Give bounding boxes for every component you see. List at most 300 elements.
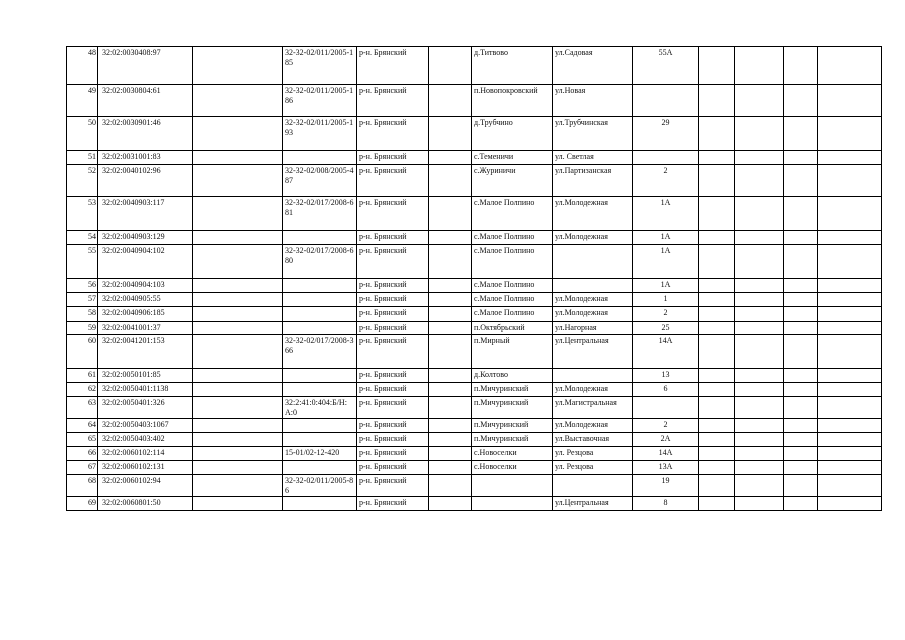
empty-cell bbox=[429, 165, 472, 197]
empty-cell bbox=[429, 322, 472, 335]
row-number-cell: 59 bbox=[67, 322, 98, 335]
street-cell bbox=[553, 245, 633, 279]
empty-cell bbox=[429, 497, 472, 511]
locality-cell: с.Малое Полпино bbox=[472, 279, 553, 293]
empty-cell bbox=[818, 85, 882, 117]
table-body bbox=[67, 47, 882, 511]
cadastral-number-cell: 32:02:0040906:185 bbox=[98, 307, 193, 322]
empty-cell bbox=[193, 117, 283, 151]
empty-cell bbox=[193, 279, 283, 293]
empty-cell bbox=[818, 335, 882, 369]
cadastral-number-cell: 32:02:0031001:83 bbox=[98, 151, 193, 165]
registration-number-cell bbox=[283, 279, 357, 293]
empty-cell bbox=[735, 47, 784, 85]
district-cell: р-н. Брянский bbox=[357, 475, 429, 497]
locality-cell: п.Октябрьский bbox=[472, 322, 553, 335]
cadastral-number-cell: 32:02:0040905:55 bbox=[98, 293, 193, 307]
empty-cell bbox=[699, 85, 735, 117]
table-row bbox=[67, 335, 882, 369]
empty-cell bbox=[193, 85, 283, 117]
empty-cell bbox=[818, 419, 882, 433]
empty-cell bbox=[193, 165, 283, 197]
empty-cell bbox=[784, 197, 818, 231]
empty-cell bbox=[818, 397, 882, 419]
empty-cell bbox=[784, 245, 818, 279]
registration-number-cell bbox=[283, 461, 357, 475]
table-row bbox=[67, 231, 882, 245]
empty-cell bbox=[429, 335, 472, 369]
empty-cell bbox=[735, 165, 784, 197]
street-cell: ул.Магистральная bbox=[553, 397, 633, 419]
street-cell: ул.Садовая bbox=[553, 47, 633, 85]
empty-cell bbox=[735, 307, 784, 322]
empty-cell bbox=[818, 497, 882, 511]
empty-cell bbox=[429, 85, 472, 117]
district-cell: р-н. Брянский bbox=[357, 397, 429, 419]
row-number-cell: 69 bbox=[67, 497, 98, 511]
empty-cell bbox=[699, 279, 735, 293]
row-number-cell: 53 bbox=[67, 197, 98, 231]
registration-number-cell bbox=[283, 369, 357, 383]
empty-cell bbox=[818, 293, 882, 307]
locality-cell: с.Малое Полпино bbox=[472, 231, 553, 245]
empty-cell bbox=[818, 369, 882, 383]
street-cell: ул. Светлая bbox=[553, 151, 633, 165]
cadastral-number-cell: 32:02:0050101:85 bbox=[98, 369, 193, 383]
house-number-cell: 1А bbox=[633, 197, 699, 231]
registration-number-cell bbox=[283, 231, 357, 245]
street-cell: ул.Молодежная bbox=[553, 197, 633, 231]
house-number-cell: 6 bbox=[633, 383, 699, 397]
empty-cell bbox=[699, 335, 735, 369]
row-number-cell: 52 bbox=[67, 165, 98, 197]
locality-cell: с.Теменичи bbox=[472, 151, 553, 165]
empty-cell bbox=[429, 461, 472, 475]
house-number-cell: 29 bbox=[633, 117, 699, 151]
empty-cell bbox=[818, 117, 882, 151]
empty-cell bbox=[699, 383, 735, 397]
district-cell: р-н. Брянский bbox=[357, 369, 429, 383]
empty-cell bbox=[818, 165, 882, 197]
house-number-cell: 8 bbox=[633, 497, 699, 511]
locality-cell: п.Новопокровский bbox=[472, 85, 553, 117]
table-row bbox=[67, 383, 882, 397]
row-number-cell: 49 bbox=[67, 85, 98, 117]
empty-cell bbox=[735, 322, 784, 335]
empty-cell bbox=[818, 197, 882, 231]
street-cell: ул.Выставочная bbox=[553, 433, 633, 447]
empty-cell bbox=[735, 335, 784, 369]
locality-cell: п.Мичуринский bbox=[472, 383, 553, 397]
empty-cell bbox=[818, 475, 882, 497]
empty-cell bbox=[193, 433, 283, 447]
registration-number-cell: 32-32-02/008/2005-487 bbox=[283, 165, 357, 197]
row-number-cell: 57 bbox=[67, 293, 98, 307]
registration-number-cell: 32-32-02/011/2005-185 bbox=[283, 47, 357, 85]
district-cell: р-н. Брянский bbox=[357, 433, 429, 447]
house-number-cell: 2А bbox=[633, 433, 699, 447]
empty-cell bbox=[784, 461, 818, 475]
registration-number-cell: 32-32-02/011/2005-193 bbox=[283, 117, 357, 151]
street-cell bbox=[553, 369, 633, 383]
registration-number-cell: 32-32-02/017/2008-681 bbox=[283, 197, 357, 231]
street-cell: ул.Новая bbox=[553, 85, 633, 117]
empty-cell bbox=[818, 47, 882, 85]
house-number-cell: 13А bbox=[633, 461, 699, 475]
locality-cell: п.Мичуринский bbox=[472, 433, 553, 447]
empty-cell bbox=[699, 151, 735, 165]
empty-cell bbox=[429, 231, 472, 245]
cadastral-number-cell: 32:02:0040904:102 bbox=[98, 245, 193, 279]
empty-cell bbox=[699, 197, 735, 231]
empty-cell bbox=[699, 433, 735, 447]
registration-number-cell bbox=[283, 322, 357, 335]
empty-cell bbox=[193, 419, 283, 433]
locality-cell: с.Малое Полпино bbox=[472, 307, 553, 322]
empty-cell bbox=[784, 475, 818, 497]
house-number-cell: 2 bbox=[633, 419, 699, 433]
row-number-cell: 56 bbox=[67, 279, 98, 293]
empty-cell bbox=[429, 117, 472, 151]
district-cell: р-н. Брянский bbox=[357, 322, 429, 335]
cadastral-number-cell: 32:02:0041001:37 bbox=[98, 322, 193, 335]
table-row bbox=[67, 151, 882, 165]
row-number-cell: 48 bbox=[67, 47, 98, 85]
empty-cell bbox=[699, 165, 735, 197]
locality-cell: с.Малое Полпино bbox=[472, 293, 553, 307]
locality-cell: с.Малое Полпино bbox=[472, 245, 553, 279]
cadastral-number-cell: 32:02:0030901:46 bbox=[98, 117, 193, 151]
empty-cell bbox=[193, 475, 283, 497]
empty-cell bbox=[699, 322, 735, 335]
cadastral-number-cell: 32:02:0030804:61 bbox=[98, 85, 193, 117]
district-cell: р-н. Брянский bbox=[357, 279, 429, 293]
registration-number-cell bbox=[283, 293, 357, 307]
district-cell: р-н. Брянский bbox=[357, 383, 429, 397]
empty-cell bbox=[699, 293, 735, 307]
empty-cell bbox=[699, 461, 735, 475]
empty-cell bbox=[735, 419, 784, 433]
empty-cell bbox=[193, 47, 283, 85]
registration-number-cell: 32-32-02/011/2005-186 bbox=[283, 85, 357, 117]
cadastral-number-cell: 32:02:0060102:94 bbox=[98, 475, 193, 497]
empty-cell bbox=[193, 151, 283, 165]
empty-cell bbox=[818, 231, 882, 245]
empty-cell bbox=[784, 383, 818, 397]
table-row bbox=[67, 419, 882, 433]
empty-cell bbox=[735, 369, 784, 383]
district-cell: р-н. Брянский bbox=[357, 447, 429, 461]
empty-cell bbox=[193, 335, 283, 369]
empty-cell bbox=[784, 322, 818, 335]
row-number-cell: 63 bbox=[67, 397, 98, 419]
street-cell: ул.Молодежная bbox=[553, 293, 633, 307]
row-number-cell: 64 bbox=[67, 419, 98, 433]
row-number-cell: 55 bbox=[67, 245, 98, 279]
empty-cell bbox=[818, 307, 882, 322]
empty-cell bbox=[193, 197, 283, 231]
empty-cell bbox=[193, 245, 283, 279]
empty-cell bbox=[818, 383, 882, 397]
empty-cell bbox=[193, 447, 283, 461]
empty-cell bbox=[784, 433, 818, 447]
registration-number-cell: 32-32-02/011/2005-86 bbox=[283, 475, 357, 497]
cadastral-number-cell: 32:02:0050403:1067 bbox=[98, 419, 193, 433]
empty-cell bbox=[735, 151, 784, 165]
empty-cell bbox=[735, 231, 784, 245]
table-row bbox=[67, 307, 882, 322]
cadastral-number-cell: 32:02:0060102:114 bbox=[98, 447, 193, 461]
street-cell: ул.Нагорная bbox=[553, 322, 633, 335]
empty-cell bbox=[699, 447, 735, 461]
row-number-cell: 65 bbox=[67, 433, 98, 447]
cadastral-number-cell: 32:02:0050401:1138 bbox=[98, 383, 193, 397]
locality-cell: с.Журиничи bbox=[472, 165, 553, 197]
street-cell: ул. Резцова bbox=[553, 461, 633, 475]
house-number-cell: 2 bbox=[633, 307, 699, 322]
street-cell: ул.Молодежная bbox=[553, 419, 633, 433]
cadastral-number-cell: 32:02:0050403:402 bbox=[98, 433, 193, 447]
empty-cell bbox=[818, 461, 882, 475]
empty-cell bbox=[735, 497, 784, 511]
house-number-cell: 14А bbox=[633, 335, 699, 369]
table-row bbox=[67, 165, 882, 197]
cadastral-number-cell: 32:02:0030408:97 bbox=[98, 47, 193, 85]
street-cell: ул.Центральная bbox=[553, 497, 633, 511]
registration-number-cell: 32:2:41:0:404:Б/Н:А:0 bbox=[283, 397, 357, 419]
house-number-cell bbox=[633, 397, 699, 419]
locality-cell: д.Титвово bbox=[472, 47, 553, 85]
empty-cell bbox=[193, 293, 283, 307]
empty-cell bbox=[818, 322, 882, 335]
empty-cell bbox=[735, 461, 784, 475]
street-cell: ул.Молодежная bbox=[553, 383, 633, 397]
district-cell: р-н. Брянский bbox=[357, 419, 429, 433]
empty-cell bbox=[735, 117, 784, 151]
empty-cell bbox=[429, 433, 472, 447]
locality-cell: с.Новоселки bbox=[472, 447, 553, 461]
empty-cell bbox=[818, 447, 882, 461]
street-cell: ул. Резцова bbox=[553, 447, 633, 461]
district-cell: р-н. Брянский bbox=[357, 85, 429, 117]
district-cell: р-н. Брянский bbox=[357, 461, 429, 475]
cadastral-number-cell: 32:02:0040102:96 bbox=[98, 165, 193, 197]
locality-cell bbox=[472, 475, 553, 497]
cadastral-number-cell: 32:02:0060801:50 bbox=[98, 497, 193, 511]
empty-cell bbox=[699, 231, 735, 245]
table-row bbox=[67, 197, 882, 231]
table-row bbox=[67, 447, 882, 461]
empty-cell bbox=[735, 85, 784, 117]
cadastral-number-cell: 32:02:0040903:117 bbox=[98, 197, 193, 231]
cadastral-number-cell: 32:02:0041201:153 bbox=[98, 335, 193, 369]
district-cell: р-н. Брянский bbox=[357, 117, 429, 151]
district-cell: р-н. Брянский bbox=[357, 165, 429, 197]
house-number-cell: 55А bbox=[633, 47, 699, 85]
table-row bbox=[67, 475, 882, 497]
empty-cell bbox=[699, 419, 735, 433]
empty-cell bbox=[429, 447, 472, 461]
empty-cell bbox=[193, 383, 283, 397]
empty-cell bbox=[193, 397, 283, 419]
cadastral-number-cell: 32:02:0050401:326 bbox=[98, 397, 193, 419]
empty-cell bbox=[735, 447, 784, 461]
empty-cell bbox=[784, 165, 818, 197]
empty-cell bbox=[784, 369, 818, 383]
district-cell: р-н. Брянский bbox=[357, 335, 429, 369]
row-number-cell: 51 bbox=[67, 151, 98, 165]
row-number-cell: 67 bbox=[67, 461, 98, 475]
empty-cell bbox=[429, 47, 472, 85]
empty-cell bbox=[784, 419, 818, 433]
locality-cell: д.Колтово bbox=[472, 369, 553, 383]
registration-number-cell bbox=[283, 307, 357, 322]
empty-cell bbox=[735, 279, 784, 293]
house-number-cell: 1А bbox=[633, 231, 699, 245]
empty-cell bbox=[784, 293, 818, 307]
empty-cell bbox=[429, 293, 472, 307]
locality-cell: д.Трубчино bbox=[472, 117, 553, 151]
empty-cell bbox=[429, 245, 472, 279]
registration-number-cell bbox=[283, 419, 357, 433]
empty-cell bbox=[193, 231, 283, 245]
house-number-cell: 1 bbox=[633, 293, 699, 307]
empty-cell bbox=[429, 383, 472, 397]
table-row bbox=[67, 497, 882, 511]
house-number-cell bbox=[633, 85, 699, 117]
table-row bbox=[67, 47, 882, 85]
registration-number-cell: 32-32-02/017/2008-366 bbox=[283, 335, 357, 369]
empty-cell bbox=[784, 307, 818, 322]
house-number-cell: 1А bbox=[633, 245, 699, 279]
registration-number-cell: 15-01/02-12-420 bbox=[283, 447, 357, 461]
table-row bbox=[67, 117, 882, 151]
table-row bbox=[67, 279, 882, 293]
empty-cell bbox=[699, 117, 735, 151]
empty-cell bbox=[429, 279, 472, 293]
district-cell: р-н. Брянский bbox=[357, 293, 429, 307]
street-cell: ул.Партизанская bbox=[553, 165, 633, 197]
empty-cell bbox=[735, 397, 784, 419]
house-number-cell: 14А bbox=[633, 447, 699, 461]
locality-cell: с.Новоселки bbox=[472, 461, 553, 475]
row-number-cell: 60 bbox=[67, 335, 98, 369]
empty-cell bbox=[429, 475, 472, 497]
house-number-cell: 2 bbox=[633, 165, 699, 197]
empty-cell bbox=[784, 85, 818, 117]
district-cell: р-н. Брянский bbox=[357, 307, 429, 322]
empty-cell bbox=[193, 461, 283, 475]
street-cell bbox=[553, 279, 633, 293]
empty-cell bbox=[699, 307, 735, 322]
registration-number-cell bbox=[283, 497, 357, 511]
table-row bbox=[67, 397, 882, 419]
empty-cell bbox=[429, 197, 472, 231]
row-number-cell: 66 bbox=[67, 447, 98, 461]
registration-number-cell bbox=[283, 433, 357, 447]
house-number-cell: 13 bbox=[633, 369, 699, 383]
cadastral-number-cell: 32:02:0060102:131 bbox=[98, 461, 193, 475]
registration-number-cell: 32-32-02/017/2008-680 bbox=[283, 245, 357, 279]
empty-cell bbox=[735, 245, 784, 279]
table-row bbox=[67, 322, 882, 335]
empty-cell bbox=[818, 433, 882, 447]
street-cell: ул.Молодежная bbox=[553, 231, 633, 245]
street-cell: ул.Трубчинская bbox=[553, 117, 633, 151]
property-register-table bbox=[66, 46, 882, 511]
register-sheet bbox=[66, 46, 882, 511]
empty-cell bbox=[193, 497, 283, 511]
empty-cell bbox=[784, 231, 818, 245]
empty-cell bbox=[429, 307, 472, 322]
street-cell: ул.Молодежная bbox=[553, 307, 633, 322]
empty-cell bbox=[193, 307, 283, 322]
empty-cell bbox=[699, 369, 735, 383]
row-number-cell: 68 bbox=[67, 475, 98, 497]
cadastral-number-cell: 32:02:0040904:103 bbox=[98, 279, 193, 293]
district-cell: р-н. Брянский bbox=[357, 197, 429, 231]
empty-cell bbox=[699, 497, 735, 511]
empty-cell bbox=[193, 322, 283, 335]
locality-cell: п.Мичуринский bbox=[472, 419, 553, 433]
row-number-cell: 62 bbox=[67, 383, 98, 397]
empty-cell bbox=[784, 47, 818, 85]
row-number-cell: 58 bbox=[67, 307, 98, 322]
empty-cell bbox=[699, 245, 735, 279]
empty-cell bbox=[735, 475, 784, 497]
empty-cell bbox=[735, 197, 784, 231]
house-number-cell: 25 bbox=[633, 322, 699, 335]
empty-cell bbox=[784, 335, 818, 369]
table-row bbox=[67, 369, 882, 383]
row-number-cell: 54 bbox=[67, 231, 98, 245]
cadastral-number-cell: 32:02:0040903:129 bbox=[98, 231, 193, 245]
row-number-cell: 50 bbox=[67, 117, 98, 151]
district-cell: р-н. Брянский bbox=[357, 497, 429, 511]
registration-number-cell bbox=[283, 151, 357, 165]
locality-cell bbox=[472, 497, 553, 511]
empty-cell bbox=[818, 279, 882, 293]
empty-cell bbox=[429, 419, 472, 433]
empty-cell bbox=[699, 397, 735, 419]
empty-cell bbox=[735, 293, 784, 307]
house-number-cell bbox=[633, 151, 699, 165]
district-cell: р-н. Брянский bbox=[357, 151, 429, 165]
table-row bbox=[67, 461, 882, 475]
district-cell: р-н. Брянский bbox=[357, 231, 429, 245]
table-row bbox=[67, 245, 882, 279]
house-number-cell: 1А bbox=[633, 279, 699, 293]
locality-cell: п.Мичуринский bbox=[472, 397, 553, 419]
empty-cell bbox=[784, 497, 818, 511]
empty-cell bbox=[429, 151, 472, 165]
empty-cell bbox=[818, 245, 882, 279]
district-cell: р-н. Брянский bbox=[357, 245, 429, 279]
empty-cell bbox=[818, 151, 882, 165]
district-cell: р-н. Брянский bbox=[357, 47, 429, 85]
empty-cell bbox=[784, 117, 818, 151]
empty-cell bbox=[784, 447, 818, 461]
empty-cell bbox=[193, 369, 283, 383]
empty-cell bbox=[699, 47, 735, 85]
empty-cell bbox=[429, 369, 472, 383]
empty-cell bbox=[429, 397, 472, 419]
empty-cell bbox=[784, 397, 818, 419]
table-row bbox=[67, 85, 882, 117]
locality-cell: с.Малое Полпино bbox=[472, 197, 553, 231]
empty-cell bbox=[735, 383, 784, 397]
table-row bbox=[67, 293, 882, 307]
